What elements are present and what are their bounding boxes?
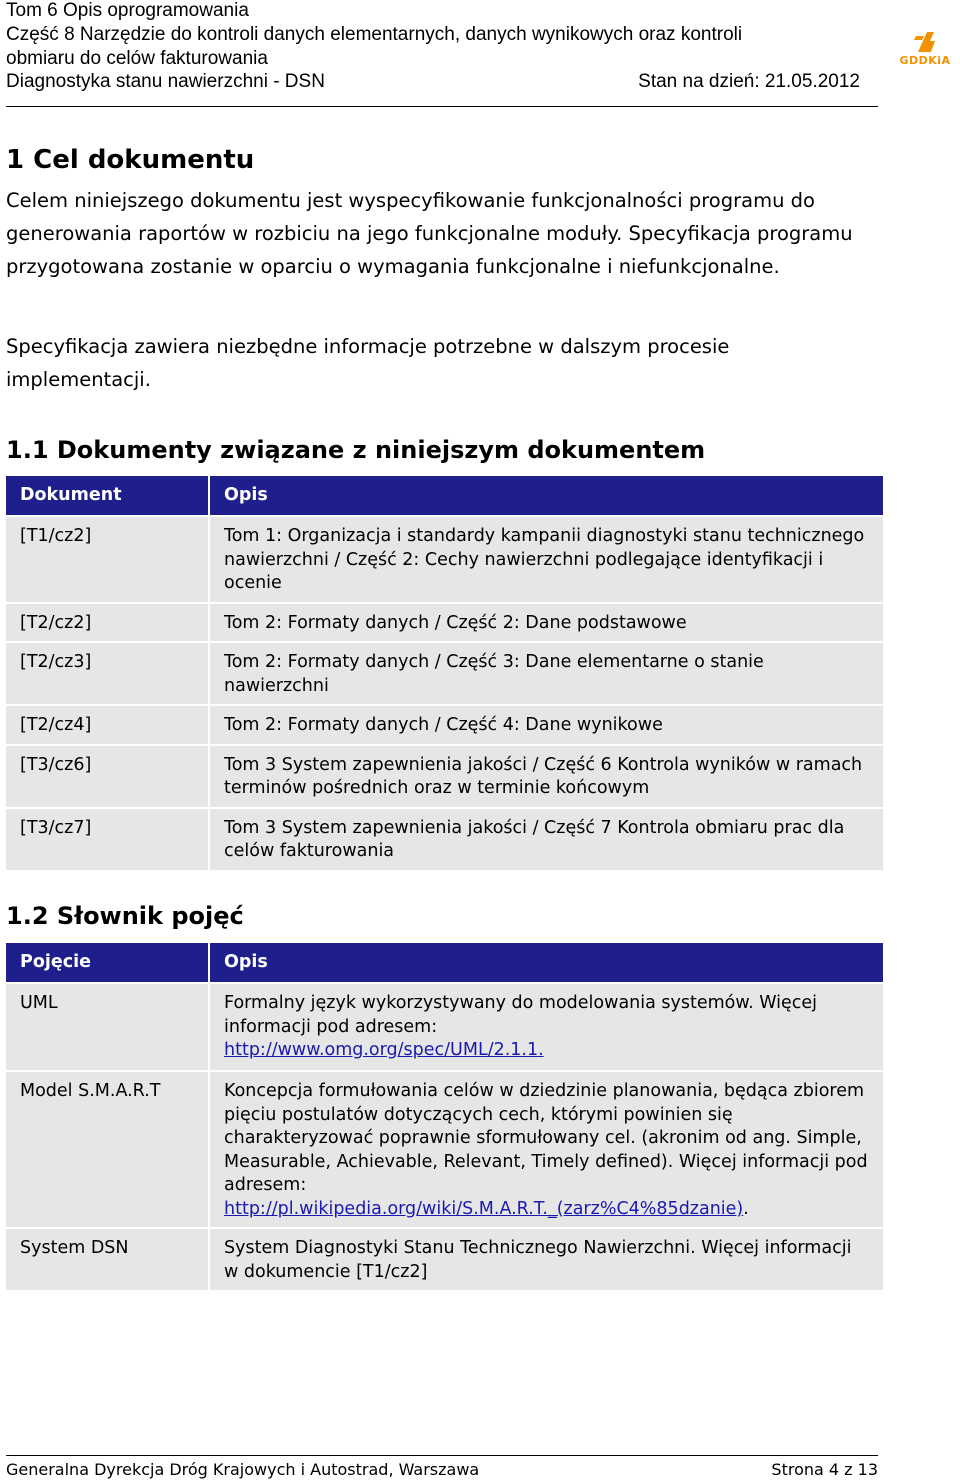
table-row [6,1072,883,1227]
table-row [6,1229,883,1290]
smart-wiki-link[interactable]: http://pl.wikipedia.org/wiki/S.M.A.R.T._(zarz%C4%85dzanie) [224,1198,744,1219]
page-header [6,0,878,107]
uml-spec-link[interactable]: http://www.omg.org/spec/UML/2.1.1. [224,1040,544,1060]
term-cell: UML [6,984,208,1070]
doc-id-cell: [T2/cz4] [6,706,208,744]
column-header: Dokument [6,476,208,515]
logo-text: GDDKiA [899,54,951,67]
intro-paragraph-2: Specyfikacja zawiera niezbędne informacje potrzebne w dalszym procesie implementacji. [6,335,730,391]
doc-desc-cell: Tom 3 System zapewnienia jakości / Część 7 Kontrola obmiaru prac dla celów fakturowania [210,809,883,870]
term-desc-text: Koncepcja formułowania celów w dziedzinie planowania, będąca zbiorem pięciu postulatów dotyczących cech, którymi powinien się charakteryzować poprawnie sformułowany cel. (akronim od ang. Simple, Measurable, Achievable, Relevant, Timely defined). Więcej informacji pod adresem: [224,1081,868,1195]
doc-desc-cell: Tom 3 System zapewnienia jakości / Część 6 Kontrola wyników w ramach terminów pośrednich oraz w terminie końcowym [210,746,883,807]
logo-mark-icon [894,28,956,56]
doc-desc-cell: Tom 2: Formaty danych / Część 4: Dane wynikowe [210,706,883,744]
glossary-title: 1.2 Słownik pojęć [6,902,244,930]
doc-desc-cell: Tom 1: Organizacja i standardy kampanii diagnostyki stanu technicznego nawierzchni / Część 2: Cechy nawierzchni podlegające identyfikacji i ocenie [210,517,883,602]
table-row [6,746,883,807]
gddkia-logo [894,28,956,68]
table-row [6,706,883,744]
table-header-row [6,476,883,515]
intro-paragraph: Celem niniejszego dokumentu jest wyspecyfikowanie funkcjonalności programu do generowania raportów w rozbiciu na jego funkcjonalne moduły. Specyfikacja programu przygotowana zostanie w oparciu o wymagania funkcjonalne i niefunkcjonalne. [6,189,853,278]
table-header-row [6,943,883,982]
table-row [6,809,883,870]
header-date: Stan na dzień: 21.05.2012 [638,71,860,92]
doc-desc-cell: Tom 2: Formaty danych / Część 2: Dane podstawowe [210,604,883,642]
table-row [6,517,883,602]
page-footer [6,1455,878,1484]
header-volume: Tom 6 Opis oprogramowania [6,0,249,21]
header-part-cont: obmiaru do celów fakturowania [6,48,268,69]
header-subject: Diagnostyka stanu nawierzchni - DSN [6,71,325,92]
doc-id-cell: [T2/cz3] [6,643,208,704]
related-docs-table [4,474,885,872]
doc-id-cell: [T1/cz2] [6,517,208,602]
section-title: 1 Cel dokumentu [6,145,255,175]
doc-id-cell: [T3/cz6] [6,746,208,807]
doc-desc-cell: Tom 2: Formaty danych / Część 3: Dane elementarne o stanie nawierzchni [210,643,883,704]
header-part: Część 8 Narzędzie do kontroli danych elementarnych, danych wynikowych oraz kontroli [6,24,743,45]
table-row [6,643,883,704]
column-header: Pojęcie [6,943,208,982]
table-row [6,984,883,1070]
term-desc-text: Formalny język wykorzystywany do modelowania systemów. Więcej informacji pod adresem: [224,993,818,1037]
link-trailing-period: . [743,1198,749,1219]
column-header: Opis [210,943,883,982]
related-docs-title: 1.1 Dokumenty związane z niniejszym dokumentem [6,436,706,464]
footer-organization: Generalna Dyrekcja Dróg Krajowych i Autostrad, Warszawa [6,1460,480,1479]
term-desc-cell: System Diagnostyki Stanu Technicznego Nawierzchni. Więcej informacji w dokumencie [T1/cz2] [210,1229,883,1290]
term-cell: System DSN [6,1229,208,1290]
column-header: Opis [210,476,883,515]
term-desc-cell [210,984,883,1070]
doc-id-cell: [T2/cz2] [6,604,208,642]
glossary-table [4,941,885,1292]
table-row [6,604,883,642]
doc-id-cell: [T3/cz7] [6,809,208,870]
page-number: Strona 4 z 13 [771,1460,878,1479]
term-desc-cell [210,1072,883,1227]
term-cell: Model S.M.A.R.T [6,1072,208,1227]
